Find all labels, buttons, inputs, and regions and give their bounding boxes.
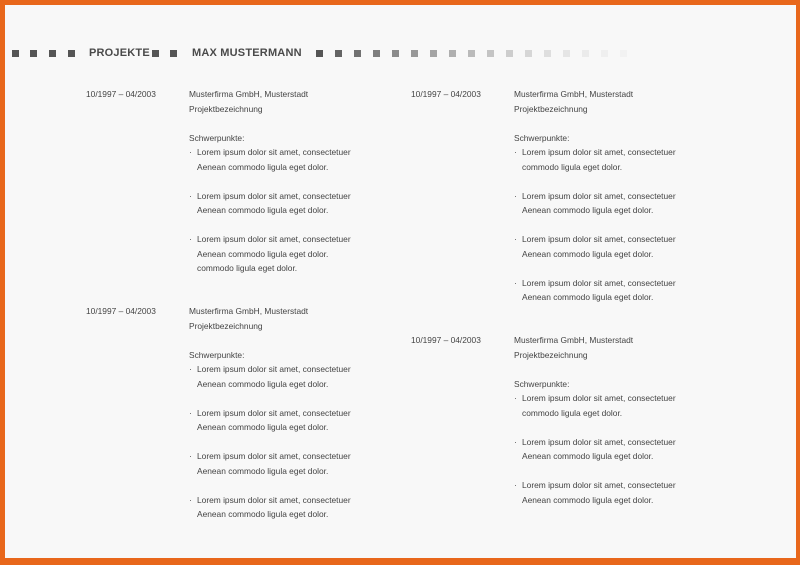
square-icon xyxy=(601,50,608,57)
bullet-line: Aenean commodo ligula eget dolor. xyxy=(522,451,654,461)
bullet-line: Aenean commodo ligula eget dolor. xyxy=(197,161,329,172)
bullet-line: Lorem ipsum dolor sit amet, consectetuer xyxy=(522,277,676,288)
entry-company: Musterfirma GmbH, Musterstadt xyxy=(514,89,634,99)
square-icon xyxy=(354,50,361,57)
square-icon xyxy=(544,50,551,57)
bullet-item: · Lorem ipsum dolor sit amet, consectetuer Aenean commodo ligula eget dolor. xyxy=(189,189,394,218)
bullet-line: Lorem ipsum dolor sit amet, consectetuer xyxy=(522,147,676,157)
bullet-line: Aenean commodo ligula eget dolor. xyxy=(197,465,329,476)
focus-label: Schwerpunkte: xyxy=(514,132,570,143)
entry-body xyxy=(514,333,719,507)
entry-company: Musterfirma GmbH, Musterstadt xyxy=(189,306,309,316)
square-icon xyxy=(487,50,494,57)
entry-body xyxy=(189,87,394,276)
bullet-line: commodo ligula eget dolor. xyxy=(197,263,298,273)
bullet-line: Aenean commodo ligula eget dolor. xyxy=(197,422,329,432)
square-icon xyxy=(335,50,342,57)
bullet-item: · Lorem ipsum dolor sit amet, consectetuer Aenean commodo ligula eget dolor. xyxy=(189,449,394,478)
entry-project: Projektbezeichnung xyxy=(514,103,588,114)
section-header xyxy=(12,45,642,63)
square-icon xyxy=(620,50,627,57)
bullet-item: · Lorem ipsum dolor sit amet, consectetuer commodo ligula eget dolor. xyxy=(514,391,719,420)
bullet-line: Lorem ipsum dolor sit amet, consectetuer xyxy=(522,480,676,490)
bullet-item: · Lorem ipsum dolor sit amet, consectetuer Aenean commodo ligula eget dolor. xyxy=(189,406,394,435)
entry-date: 10/1997 – 04/2003 xyxy=(411,89,481,99)
bullet-line: commodo ligula eget dolor. xyxy=(522,161,623,172)
entry-project: Projektbezeichnung xyxy=(189,103,263,114)
bullet-item: · Lorem ipsum dolor sit amet, consectetuer Aenean commodo ligula eget dolor. xyxy=(189,493,394,522)
bullet-line: Lorem ipsum dolor sit amet, consectetuer xyxy=(522,393,676,403)
bullet-line: Lorem ipsum dolor sit amet, consectetuer xyxy=(522,190,676,201)
bullet-item: · Lorem ipsum dolor sit amet, consectetuer Aenean commodo ligula eget dolor. xyxy=(514,189,719,218)
square-icon xyxy=(563,50,570,57)
square-icon xyxy=(525,50,532,57)
bullet-item: · Lorem ipsum dolor sit amet, consectetuer Aenean commodo ligula eget dolor. commodo ligula eget dolor. xyxy=(189,232,394,276)
square-icon xyxy=(30,50,37,57)
bullet-line: commodo ligula eget dolor. xyxy=(522,407,623,418)
bullet-line: Aenean commodo ligula eget dolor. xyxy=(197,378,329,389)
square-icon xyxy=(152,50,159,57)
bullet-line: Lorem ipsum dolor sit amet, consectetuer xyxy=(197,147,351,157)
bullet-item: · Lorem ipsum dolor sit amet, consectetuer commodo ligula eget dolor. xyxy=(514,145,719,174)
square-icon xyxy=(430,50,437,57)
square-icon xyxy=(582,50,589,57)
person-name: MAX MUSTERMANN xyxy=(192,47,302,59)
square-icon xyxy=(449,50,456,57)
square-icon xyxy=(373,50,380,57)
bullet-line: Lorem ipsum dolor sit amet, consectetuer xyxy=(197,364,351,374)
square-icon xyxy=(506,50,513,57)
bullet-item: · Lorem ipsum dolor sit amet, consectetuer Aenean commodo ligula eget dolor. xyxy=(514,232,719,261)
square-icon xyxy=(468,50,475,57)
square-icon xyxy=(12,50,19,57)
square-icon xyxy=(392,50,399,57)
entry-body xyxy=(514,87,719,305)
entry-date: 10/1997 – 04/2003 xyxy=(86,89,156,99)
bullet-line: Lorem ipsum dolor sit amet, consectetuer xyxy=(522,436,676,447)
bullet-item: · Lorem ipsum dolor sit amet, consectetuer Aenean commodo ligula eget dolor. xyxy=(189,362,394,391)
bullet-line: Aenean commodo ligula eget dolor. xyxy=(522,494,654,505)
square-icon xyxy=(411,50,418,57)
bullet-line: Lorem ipsum dolor sit amet, consectetuer xyxy=(197,407,351,418)
bullet-line: Aenean commodo ligula eget dolor. xyxy=(522,292,654,302)
entry-company: Musterfirma GmbH, Musterstadt xyxy=(514,335,634,345)
entry-date: 10/1997 – 04/2003 xyxy=(86,306,156,316)
entry-company: Musterfirma GmbH, Musterstadt xyxy=(189,89,309,99)
bullet-line: Aenean commodo ligula eget dolor. xyxy=(522,248,654,259)
bullet-line: Aenean commodo ligula eget dolor. xyxy=(197,509,329,519)
bullet-item: · Lorem ipsum dolor sit amet, consectetuer Aenean commodo ligula eget dolor. xyxy=(514,276,719,305)
bullet-line: Lorem ipsum dolor sit amet, consectetuer xyxy=(197,190,351,201)
bullet-line: Lorem ipsum dolor sit amet, consectetuer xyxy=(197,494,351,505)
entry-body xyxy=(189,304,394,522)
focus-label: Schwerpunkte: xyxy=(189,132,245,143)
bullet-item: · Lorem ipsum dolor sit amet, consectetuer Aenean commodo ligula eget dolor. xyxy=(514,478,719,507)
entry-project: Projektbezeichnung xyxy=(189,320,263,331)
bullet-line: Aenean commodo ligula eget dolor. xyxy=(197,248,329,259)
section-title: PROJEKTE xyxy=(89,47,150,59)
bullet-line: Lorem ipsum dolor sit amet, consectetuer xyxy=(197,234,351,244)
square-icon xyxy=(68,50,75,57)
bullet-line: Aenean commodo ligula eget dolor. xyxy=(197,205,329,215)
square-icon xyxy=(316,50,323,57)
square-icon xyxy=(170,50,177,57)
bullet-line: Aenean commodo ligula eget dolor. xyxy=(522,205,654,215)
square-icon xyxy=(49,50,56,57)
bullet-item: · Lorem ipsum dolor sit amet, consectetuer Aenean commodo ligula eget dolor. xyxy=(189,145,394,174)
entry-project: Projektbezeichnung xyxy=(514,349,588,360)
focus-label: Schwerpunkte: xyxy=(514,378,570,389)
bullet-line: Lorem ipsum dolor sit amet, consectetuer xyxy=(522,234,676,244)
entry-date: 10/1997 – 04/2003 xyxy=(411,335,481,345)
focus-label: Schwerpunkte: xyxy=(189,349,245,360)
bullet-line: Lorem ipsum dolor sit amet, consectetuer xyxy=(197,451,351,461)
bullet-item: · Lorem ipsum dolor sit amet, consectetuer Aenean commodo ligula eget dolor. xyxy=(514,435,719,464)
